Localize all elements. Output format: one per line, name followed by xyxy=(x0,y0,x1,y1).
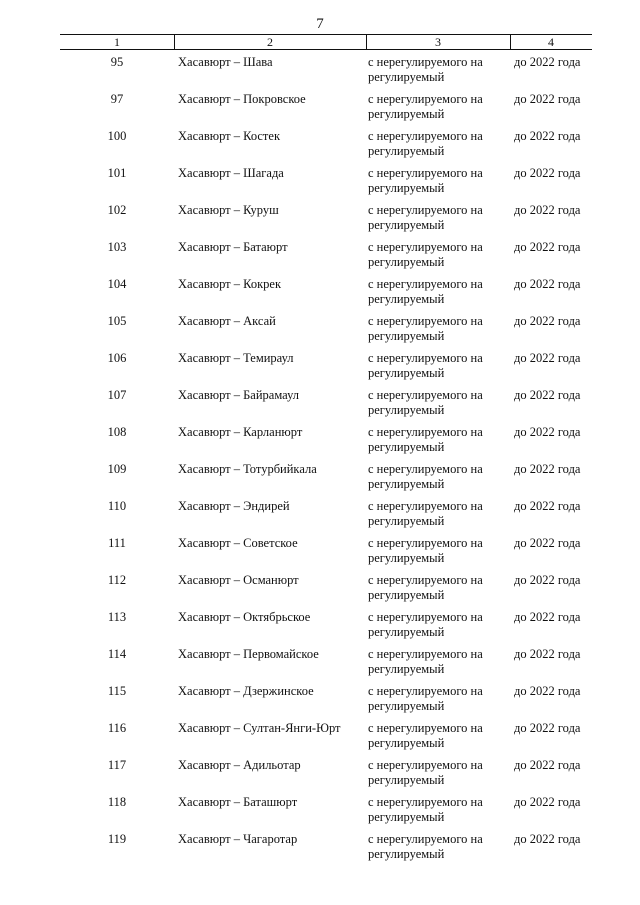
route-name: Хасавюрт – Темираул xyxy=(178,351,294,365)
route-type-line1: с нерегулируемого на xyxy=(368,92,483,106)
route-type-line2: регулируемый xyxy=(368,70,445,84)
route-type-line2: регулируемый xyxy=(368,662,445,676)
route-type-line2: регулируемый xyxy=(368,514,445,528)
table-row xyxy=(0,274,640,311)
route-number: 104 xyxy=(107,277,127,291)
route-type-line2: регулируемый xyxy=(368,810,445,824)
table-row xyxy=(0,829,640,866)
route-type-change xyxy=(368,129,503,159)
route-name: Хасавюрт – Карланюрт xyxy=(178,425,303,439)
route-type-change xyxy=(368,166,503,196)
route-number: 114 xyxy=(107,647,127,661)
route-type-change xyxy=(368,277,503,307)
term: до 2022 года xyxy=(514,129,581,143)
route-number: 101 xyxy=(107,166,127,180)
route-type-line1: с нерегулируемого на xyxy=(368,129,483,143)
route-type-line2: регулируемый xyxy=(368,366,445,380)
route-name: Хасавюрт – Чагаротар xyxy=(178,832,298,846)
route-type-line1: с нерегулируемого на xyxy=(368,388,483,402)
route-type-change xyxy=(368,351,503,381)
term: до 2022 года xyxy=(514,647,581,661)
term: до 2022 года xyxy=(514,721,581,735)
route-name: Хасавюрт – Баташюрт xyxy=(178,795,298,809)
table-row xyxy=(0,200,640,237)
term: до 2022 года xyxy=(514,203,581,217)
route-type-line2: регулируемый xyxy=(368,625,445,639)
term: до 2022 года xyxy=(514,684,581,698)
route-type-change xyxy=(368,684,503,714)
route-type-line2: регулируемый xyxy=(368,329,445,343)
route-number: 115 xyxy=(107,684,127,698)
route-type-line2: регулируемый xyxy=(368,847,445,861)
table-row xyxy=(0,163,640,200)
term: до 2022 года xyxy=(514,314,581,328)
term: до 2022 года xyxy=(514,462,581,476)
route-type-line1: с нерегулируемого на xyxy=(368,795,483,809)
route-type-line2: регулируемый xyxy=(368,107,445,121)
route-number: 97 xyxy=(110,92,124,106)
route-type-change xyxy=(368,610,503,640)
table-header xyxy=(60,34,592,50)
table-row xyxy=(0,348,640,385)
route-type-change xyxy=(368,536,503,566)
route-name: Хасавюрт – Покровское xyxy=(178,92,306,106)
route-name: Хасавюрт – Первомайское xyxy=(178,647,319,661)
column-header-3: 3 xyxy=(366,35,511,49)
table-row xyxy=(0,533,640,570)
route-type-line2: регулируемый xyxy=(368,440,445,454)
route-type-change xyxy=(368,832,503,862)
term: до 2022 года xyxy=(514,795,581,809)
route-type-change xyxy=(368,499,503,529)
route-name: Хасавюрт – Костек xyxy=(178,129,281,143)
route-type-change xyxy=(368,758,503,788)
table-row xyxy=(0,644,640,681)
route-type-line1: с нерегулируемого на xyxy=(368,758,483,772)
route-number: 110 xyxy=(107,499,127,513)
table-row xyxy=(0,792,640,829)
route-type-change xyxy=(368,647,503,677)
term: до 2022 года xyxy=(514,499,581,513)
term: до 2022 года xyxy=(514,425,581,439)
route-type-line2: регулируемый xyxy=(368,292,445,306)
route-number: 105 xyxy=(107,314,127,328)
route-type-change xyxy=(368,425,503,455)
route-type-line2: регулируемый xyxy=(368,477,445,491)
route-type-line2: регулируемый xyxy=(368,403,445,417)
route-number: 113 xyxy=(107,610,127,624)
route-type-line1: с нерегулируемого на xyxy=(368,832,483,846)
route-number: 108 xyxy=(107,425,127,439)
route-number: 111 xyxy=(108,536,126,550)
term: до 2022 года xyxy=(514,55,581,69)
route-name: Хасавюрт – Эндирей xyxy=(178,499,290,513)
route-name: Хасавюрт – Советское xyxy=(178,536,298,550)
route-type-line1: с нерегулируемого на xyxy=(368,277,483,291)
route-type-line1: с нерегулируемого на xyxy=(368,610,483,624)
route-type-change xyxy=(368,795,503,825)
route-number: 103 xyxy=(107,240,127,254)
route-type-change xyxy=(368,92,503,122)
table-row xyxy=(0,126,640,163)
table-row xyxy=(0,718,640,755)
page-number: 7 xyxy=(316,16,324,32)
table-row xyxy=(0,422,640,459)
route-type-line1: с нерегулируемого на xyxy=(368,314,483,328)
route-type-change xyxy=(368,462,503,492)
route-name: Хасавюрт – Шава xyxy=(178,55,273,69)
route-type-line1: с нерегулируемого на xyxy=(368,684,483,698)
route-type-line1: с нерегулируемого на xyxy=(368,536,483,550)
route-type-line1: с нерегулируемого на xyxy=(368,721,483,735)
route-type-line2: регулируемый xyxy=(368,773,445,787)
route-name: Хасавюрт – Султан-Янги-Юрт xyxy=(178,721,341,735)
route-type-change xyxy=(368,55,503,85)
term: до 2022 года xyxy=(514,573,581,587)
route-type-line1: с нерегулируемого на xyxy=(368,499,483,513)
route-type-line2: регулируемый xyxy=(368,736,445,750)
route-name: Хасавюрт – Батаюрт xyxy=(178,240,288,254)
route-type-line2: регулируемый xyxy=(368,699,445,713)
term: до 2022 года xyxy=(514,536,581,550)
route-number: 107 xyxy=(107,388,127,402)
route-number: 106 xyxy=(107,351,127,365)
table-row xyxy=(0,496,640,533)
table-row xyxy=(0,385,640,422)
route-name: Хасавюрт – Шагада xyxy=(178,166,284,180)
route-number: 116 xyxy=(107,721,127,735)
route-type-line2: регулируемый xyxy=(368,181,445,195)
route-type-change xyxy=(368,388,503,418)
table-row xyxy=(0,570,640,607)
table-row xyxy=(0,52,640,89)
route-number: 109 xyxy=(107,462,127,476)
route-number: 117 xyxy=(107,758,127,772)
route-type-line1: с нерегулируемого на xyxy=(368,425,483,439)
route-type-line1: с нерегулируемого на xyxy=(368,203,483,217)
route-name: Хасавюрт – Османюрт xyxy=(178,573,299,587)
route-type-line2: регулируемый xyxy=(368,144,445,158)
column-header-1: 1 xyxy=(60,35,175,49)
route-type-line1: с нерегулируемого на xyxy=(368,240,483,254)
route-type-line2: регулируемый xyxy=(368,255,445,269)
route-type-change xyxy=(368,240,503,270)
term: до 2022 года xyxy=(514,92,581,106)
term: до 2022 года xyxy=(514,277,581,291)
column-header-2: 2 xyxy=(174,35,367,49)
route-name: Хасавюрт – Куруш xyxy=(178,203,279,217)
route-number: 100 xyxy=(107,129,127,143)
route-name: Хасавюрт – Кокрек xyxy=(178,277,282,291)
term: до 2022 года xyxy=(514,758,581,772)
route-number: 102 xyxy=(107,203,127,217)
table-row xyxy=(0,89,640,126)
term: до 2022 года xyxy=(514,166,581,180)
route-name: Хасавюрт – Адильотар xyxy=(178,758,301,772)
route-type-change xyxy=(368,721,503,751)
route-type-change xyxy=(368,203,503,233)
table-body xyxy=(0,52,640,866)
table-row xyxy=(0,607,640,644)
table-row xyxy=(0,755,640,792)
column-header-4: 4 xyxy=(548,35,554,49)
term: до 2022 года xyxy=(514,388,581,402)
route-name: Хасавюрт – Дзержинское xyxy=(178,684,314,698)
table-row xyxy=(0,311,640,348)
route-type-line2: регулируемый xyxy=(368,588,445,602)
route-name: Хасавюрт – Октябрьское xyxy=(178,610,311,624)
route-name: Хасавюрт – Тотурбийкала xyxy=(178,462,317,476)
table-row xyxy=(0,681,640,718)
route-name: Хасавюрт – Аксай xyxy=(178,314,276,328)
table-row xyxy=(0,459,640,496)
route-type-change xyxy=(368,573,503,603)
table-row xyxy=(0,237,640,274)
route-type-line1: с нерегулируемого на xyxy=(368,166,483,180)
route-type-line1: с нерегулируемого на xyxy=(368,462,483,476)
term: до 2022 года xyxy=(514,351,581,365)
term: до 2022 года xyxy=(514,832,581,846)
route-name: Хасавюрт – Байрамаул xyxy=(178,388,300,402)
route-type-line2: регулируемый xyxy=(368,218,445,232)
route-number: 119 xyxy=(107,832,127,846)
route-number: 118 xyxy=(107,795,127,809)
route-type-line1: с нерегулируемого на xyxy=(368,647,483,661)
route-number: 95 xyxy=(110,55,124,69)
route-type-line1: с нерегулируемого на xyxy=(368,573,483,587)
route-type-change xyxy=(368,314,503,344)
route-type-line1: с нерегулируемого на xyxy=(368,55,483,69)
route-type-line1: с нерегулируемого на xyxy=(368,351,483,365)
route-number: 112 xyxy=(107,573,127,587)
route-type-line2: регулируемый xyxy=(368,551,445,565)
term: до 2022 года xyxy=(514,240,581,254)
term: до 2022 года xyxy=(514,610,581,624)
